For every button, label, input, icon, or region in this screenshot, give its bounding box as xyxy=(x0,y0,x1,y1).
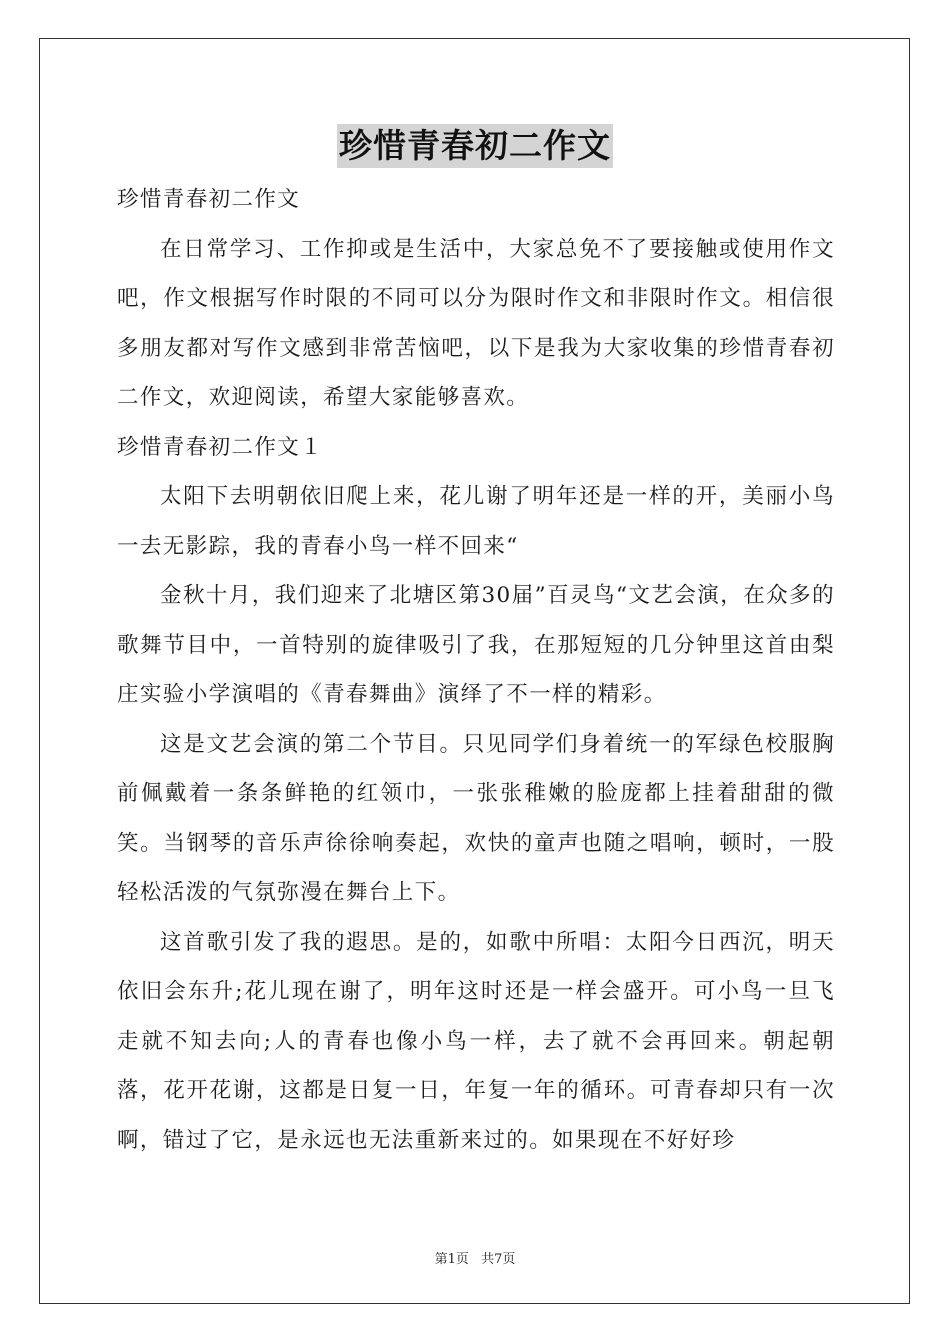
page-number-current: 第1页 xyxy=(434,1252,469,1267)
paragraph-body: 金秋十月，我们迎来了北塘区第30届”百灵鸟“文艺会演，在众多的歌舞节目中，一首特别的旋律吸引了我，在那短短的几分钟里这首由梨庄实验小学演唱的《青春舞曲》演绎了不一样的精彩。 xyxy=(117,583,835,707)
paragraph-body: 这是文艺会演的第二个节目。只见同学们身着统一的军绿色校服胸前佩戴着一条条鲜艳的红领巾，一张张稚嫩的脸庞都上挂着甜甜的微笑。当钢琴的音乐声徐徐响奏起，欢快的童声也随之唱响，顿时，一股轻松活泼的气氛弥漫在舞台上下。 xyxy=(117,731,835,905)
document-body xyxy=(117,175,835,1165)
document-title: 珍惜青春初二作文 xyxy=(337,124,613,168)
paragraph-body: 这首歌引发了我的遐思。是的，如歌中所唱：太阳今日西沉，明天依旧会东升;花儿现在谢了，明年这时还是一样会盛开。可小鸟一旦飞走就不知去向;人的青春也像小鸟一样，去了就不会再回来。朝起朝落，花开花谢，这都是日复一日，年复一年的循环。可青春却只有一次啊，错过了它，是永远也无法重新来过的。如果现在不好好珍 xyxy=(117,929,835,1153)
page-number-total: 共7页 xyxy=(481,1252,516,1267)
page-footer xyxy=(0,1248,950,1267)
paragraph-section-heading: 珍惜青春初二作文１ xyxy=(117,434,324,460)
paragraph-subtitle: 珍惜青春初二作文 xyxy=(117,187,301,212)
paragraph-intro: 在日常学习、工作抑或是生活中，大家总免不了要接触或使用作文吧，作文根据写作时限的不同可以分为限时作文和非限时作文。相信很多朋友都对写作文感到非常苦恼吧，以下是我为大家收集的珍惜青春初二作文，欢迎阅读，希望大家能够喜欢。 xyxy=(117,236,835,410)
title-container xyxy=(0,124,950,168)
paragraph-body: 太阳下去明朝依旧爬上来，花儿谢了明年还是一样的开，美丽小鸟一去无影踪，我的青春小鸟一样不回来“ xyxy=(117,484,835,559)
